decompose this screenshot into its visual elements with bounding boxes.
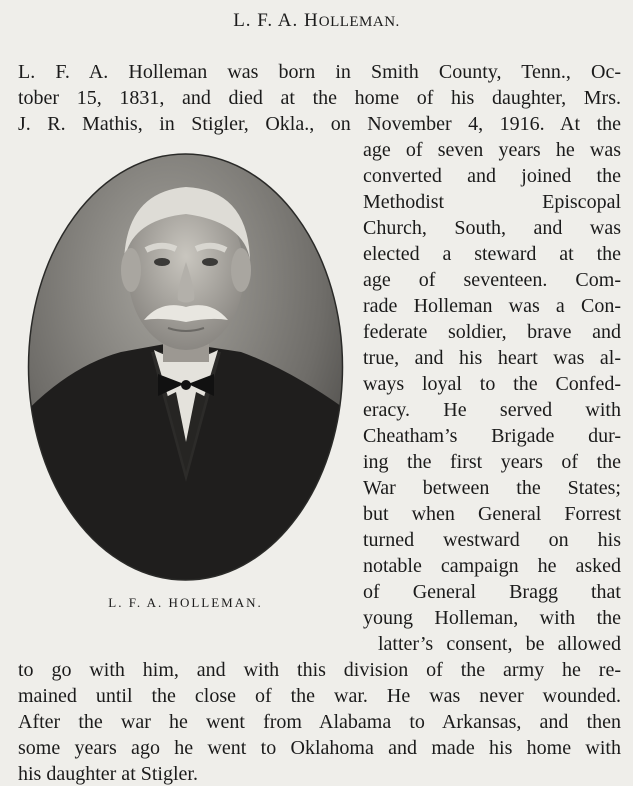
text-line: War between the States; bbox=[363, 477, 621, 499]
article-title bbox=[0, 10, 633, 32]
text-line: L. F. A. Holleman was born in Smith County, Tenn., Oc- bbox=[18, 61, 621, 83]
title-initials: L. F. A. H bbox=[233, 10, 319, 31]
text-line: his daughter at Stigler. bbox=[18, 763, 198, 785]
text-line: latter’s consent, be allowed bbox=[378, 633, 621, 655]
text-line: true, and his heart was al- bbox=[363, 347, 621, 369]
text-line: turned westward on his bbox=[363, 529, 621, 551]
text-line: age of seven years he was bbox=[363, 139, 621, 161]
text-line: eracy. He served with bbox=[363, 399, 621, 421]
text-line: some years ago he went to Oklahoma and made his home with bbox=[18, 737, 621, 759]
text-line: ing the first years of the bbox=[363, 451, 621, 473]
text-line: young Holleman, with the bbox=[363, 607, 621, 629]
text-line: converted and joined the bbox=[363, 165, 621, 187]
text-line: Church, South, and was bbox=[363, 217, 621, 239]
text-line: elected a steward at the bbox=[363, 243, 621, 265]
text-line: federate soldier, brave and bbox=[363, 321, 621, 343]
text-line: of General Bragg that bbox=[363, 581, 621, 603]
text-line: Cheatham’s Brigade dur- bbox=[363, 425, 621, 447]
text-line: Methodist Episcopal bbox=[363, 191, 621, 213]
portrait-photo bbox=[26, 152, 345, 582]
text-line: After the war he went from Alabama to Arkansas, and then bbox=[18, 711, 621, 733]
text-line: to go with him, and with this division of the army he re- bbox=[18, 659, 621, 681]
text-line: ways loyal to the Confed- bbox=[363, 373, 621, 395]
text-line: tober 15, 1831, and died at the home of his daughter, Mrs. bbox=[18, 87, 621, 109]
text-line: but when General Forrest bbox=[363, 503, 621, 525]
title-rest: OLLEMAN. bbox=[318, 14, 400, 30]
text-line: J. R. Mathis, in Stigler, Okla., on November 4, 1916. At the bbox=[18, 113, 621, 135]
text-line: rade Holleman was a Con- bbox=[363, 295, 621, 317]
text-line: notable campaign he asked bbox=[363, 555, 621, 577]
text-line: age of seventeen. Com- bbox=[363, 269, 621, 291]
text-line: mained until the close of the war. He was never wounded. bbox=[18, 685, 621, 707]
portrait-caption: L. F. A. HOLLEMAN. bbox=[108, 595, 263, 610]
